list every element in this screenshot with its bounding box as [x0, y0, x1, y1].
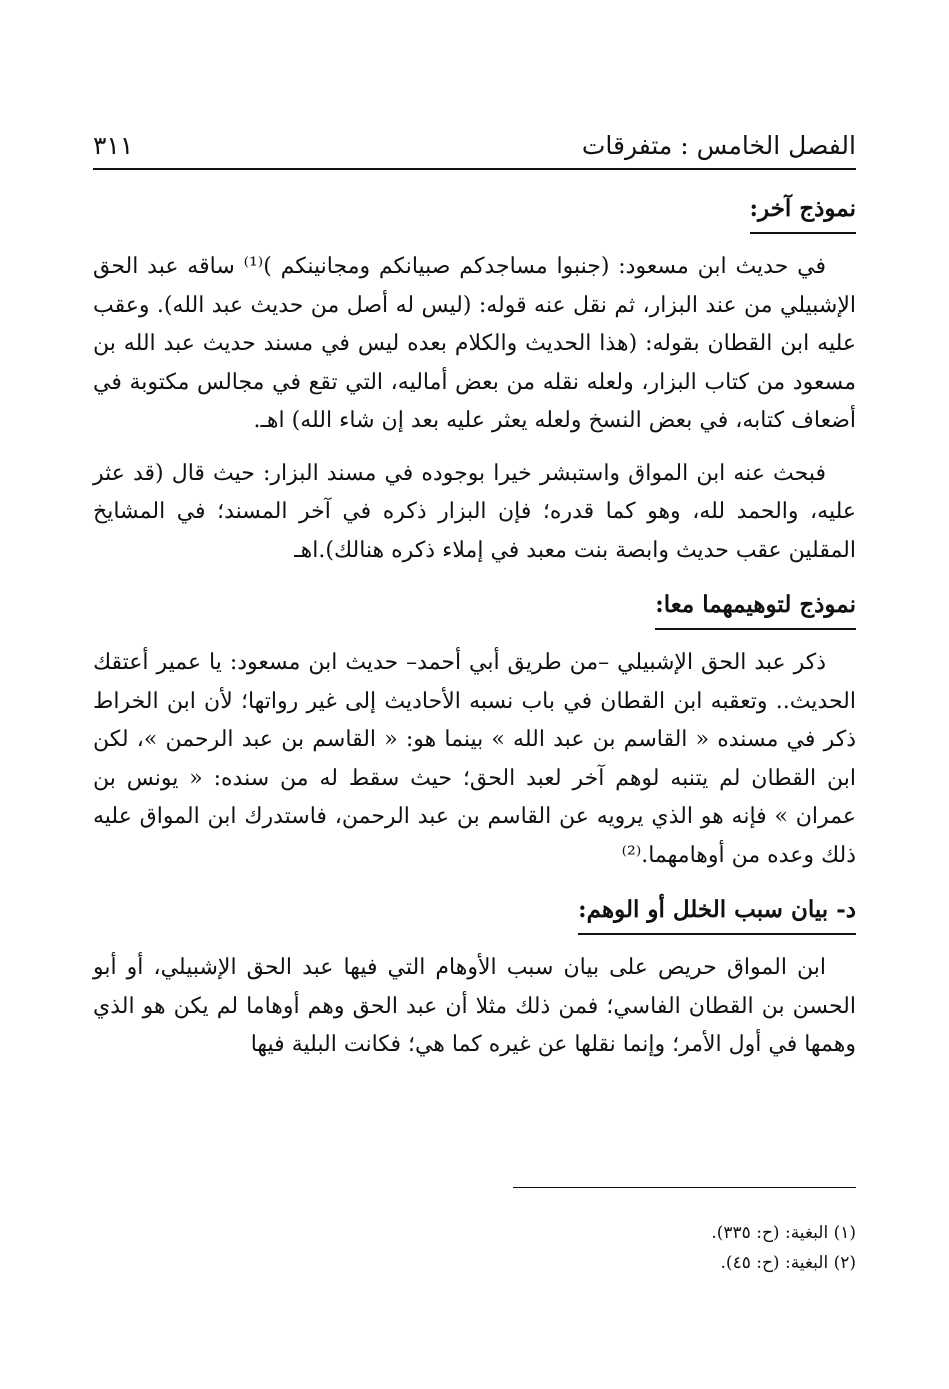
paragraph: ابن المواق حريص على بيان سبب الأوهام التي فيها عبد الحق الإشبيلي، أو أبو الحسن بن القطان الفاسي؛ فمن ذلك مثلا أن عبد الحق وهم أوهاما لم يكن هو الذي وهمها في أول الأمر؛ وإنما نقلها عن غيره كما هي؛ فكانت البلية فيها — [93, 955, 856, 1057]
page-number: ٣١١ — [93, 130, 134, 160]
document-page — [93, 0, 856, 1389]
footnotes — [93, 1218, 856, 1278]
chapter-title: الفصل الخامس : متفرقات — [581, 130, 856, 160]
section-heading: نموذج لتوهيمهما معا: — [655, 584, 856, 630]
body-text — [93, 188, 856, 1077]
paragraph: فبحث عنه ابن المواق واستبشر خيرا بوجوده في مسند البزار: حيث قال (قد عثر عليه، والحمد لله، وهو كما قدره؛ فإن البزار ذكره في آخر المسند؛ في المشايخ المقلين عقب حديث وابصة بنت معبد في إملاء ذكره هنالك).اهـ — [93, 460, 856, 563]
header-rule — [93, 168, 856, 170]
footnote-rule — [513, 1187, 856, 1188]
section-heading: د- بيان سبب الخلل أو الوهم: — [578, 889, 856, 935]
running-header — [93, 112, 856, 162]
footnote: (٢) البغية: (ح: ٤٥). — [720, 1253, 856, 1273]
paragraph: في حديث ابن مسعود: (جنبوا مساجدكم صبيانكم ومجانينكم )⁽¹⁾ ساقه عبد الحق الإشبيلي من عند البزار، ثم نقل عنه قوله: (ليس له أصل من حديث عبد الله). وعقب عليه ابن القطان بقوله: (هذا الحديث والكلام بعده ليس في مسند حديث عبد الله بن مسعود من كتاب البزار، ولعله نقله من بعض أماليه، التي تقع في مجالس مكتوبة في أضعاف كتابه، في بعض النسخ ولعله يعثر عليه بعد إن شاء الله) اهـ. — [93, 254, 856, 433]
section-heading: نموذج آخر: — [750, 188, 856, 234]
paragraph: ذكر عبد الحق الإشبيلي –من طريق أبي أحمد– حديث ابن مسعود: يا عمير أعتقك الحديث.. وتعقبه ابن القطان في باب نسبه الأحاديث إلى غير رواتها؛ لأن ابن الخراط ذكر في مسنده « القاسم بن عبد الله » بينما هو: « القاسم بن عبد الرحمن »، لكن ابن القطان لم يتنبه لوهم آخر لعبد الحق؛ حيث سقط له من سنده: « يونس بن عمران » فإنه هو الذي يرويه عن القاسم بن عبد الرحمن، فاستدرك ابن المواق عليه ذلك وعده من أوهامهما.⁽²⁾ — [93, 650, 856, 868]
footnote: (١) البغية: (ح: ٣٣٥). — [711, 1223, 856, 1243]
